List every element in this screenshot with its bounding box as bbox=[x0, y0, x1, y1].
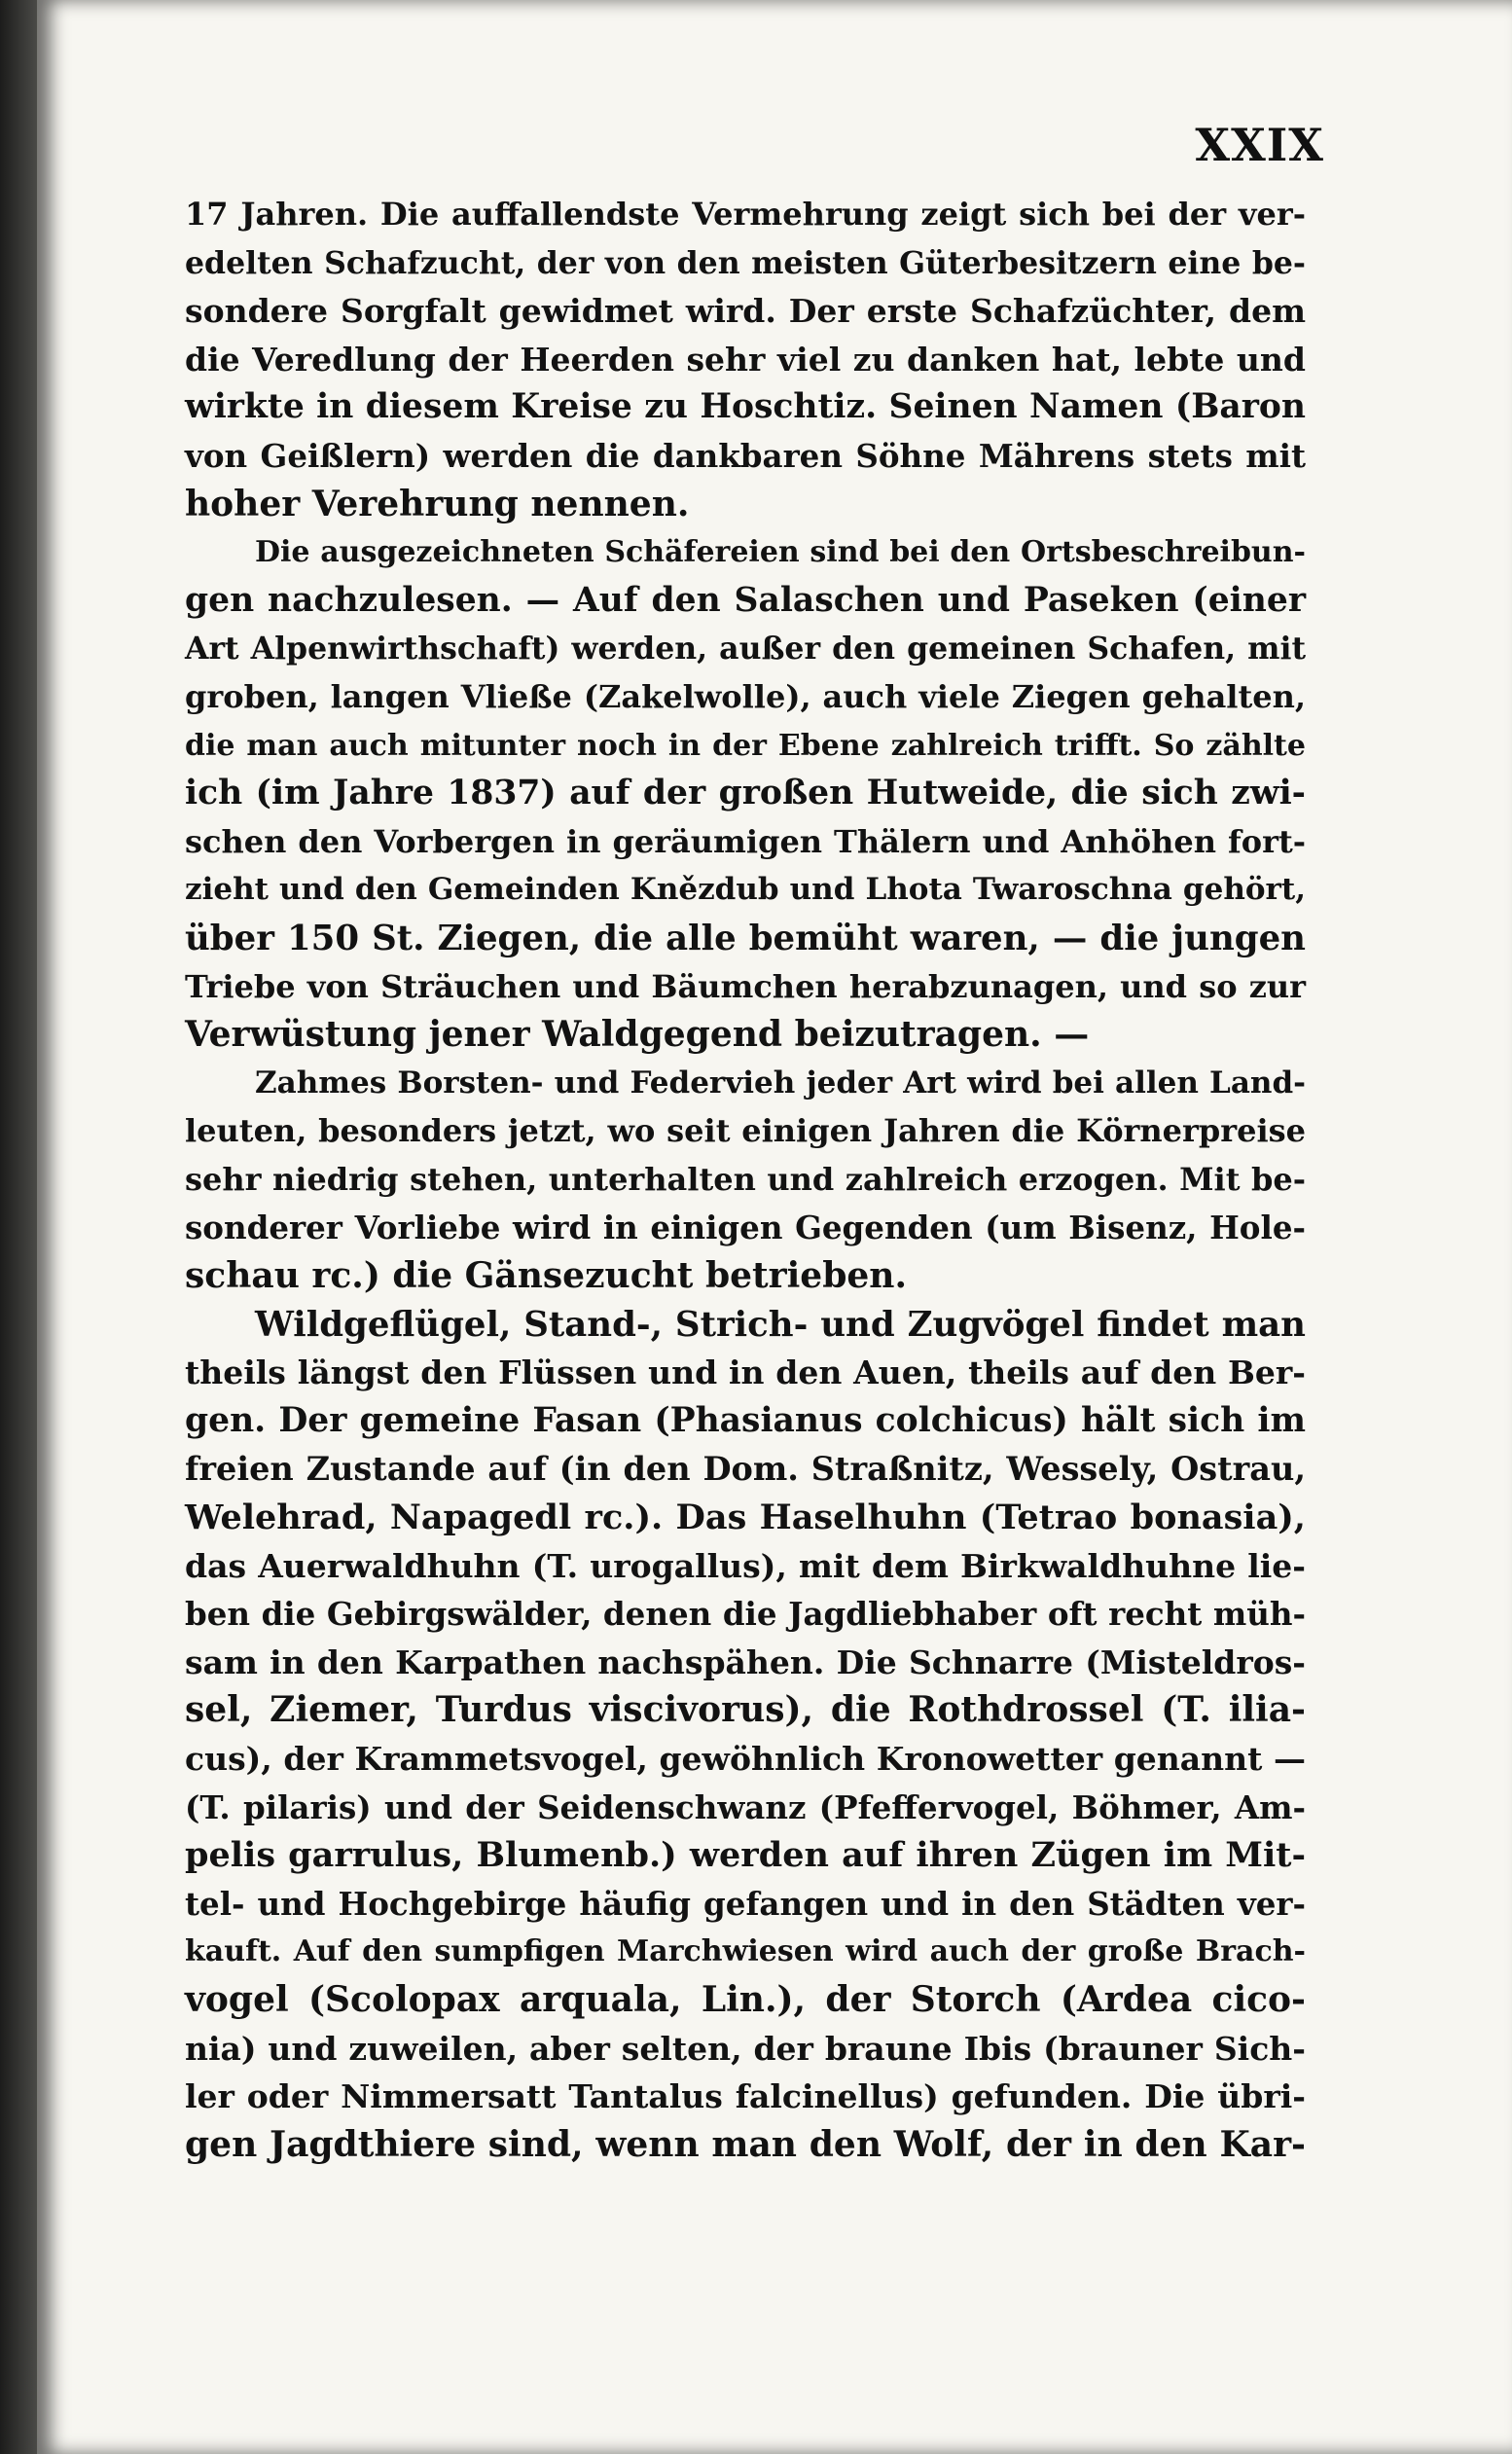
text-line: cus), der Krammetsvogel, gewöhnlich Kronowetter genannt — bbox=[185, 1740, 1306, 1778]
text-line: von Geißlern) werden die dankbaren Söhne Mährens stets mit bbox=[185, 436, 1306, 475]
text-line: ich (im Jahre 1837) auf der großen Hutweide, die sich zwi- bbox=[185, 774, 1306, 813]
text-line: freien Zustande auf (in den Dom. Straßnitz, Wessely, Ostrau, bbox=[185, 1450, 1306, 1489]
text-line: schau rc.) die Gänsezucht betrieben. bbox=[185, 1255, 907, 1297]
text-line: kauft. Auf den sumpfigen Marchwiesen wird auch der große Brach- bbox=[185, 1934, 1306, 1969]
text-line: sel, Ziemer, Turdus viscivorus), die Rothdrossel (T. ilia- bbox=[185, 1689, 1306, 1731]
text-line: theils längst den Flüssen und in den Auen, theils auf den Ber- bbox=[185, 1353, 1306, 1392]
text-line: (T. pilaris) und der Seidenschwanz (Pfeffervogel, Böhmer, Am- bbox=[185, 1787, 1306, 1826]
text-line: gen nachzulesen. — Auf den Salaschen und Paseken (einer bbox=[185, 580, 1306, 620]
text-line: über 150 St. Ziegen, die alle bemüht waren, — die jungen bbox=[185, 918, 1306, 958]
text-line: sonderer Vorliebe wird in einigen Gegenden (um Bisenz, Hole- bbox=[185, 1209, 1306, 1247]
text-line: das Auerwaldhuhn (T. urogallus), mit dem Birkwaldhuhne lie- bbox=[185, 1546, 1306, 1585]
text-line: pelis garrulus, Blumenb.) werden auf ihren Zügen im Mit- bbox=[185, 1835, 1306, 1876]
text-line: tel- und Hochgebirge häufig gefangen und in den Städten ver- bbox=[185, 1884, 1306, 1923]
text-line: groben, langen Vließe (Zakelwolle), auch viele Ziegen gehalten, bbox=[185, 677, 1306, 715]
text-line: die Veredlung der Heerden sehr viel zu danken hat, lebte und bbox=[185, 340, 1306, 379]
text-line: Verwüstung jener Waldgegend beizutragen. — bbox=[185, 1014, 1090, 1056]
text-line: schen den Vorbergen in geräumigen Thälern und Anhöhen fort- bbox=[185, 822, 1306, 860]
text-line: ler oder Nimmersatt Tantalus falcinellus) gefunden. Die übri- bbox=[185, 2077, 1306, 2116]
text-line: sehr niedrig stehen, unterhalten und zahlreich erzogen. Mit be- bbox=[185, 1160, 1306, 1198]
text-line: ben die Gebirgswälder, denen die Jagdliebhaber oft recht müh- bbox=[185, 1595, 1306, 1634]
page-number: XXIX bbox=[1195, 119, 1324, 171]
text-line: vogel (Scolopax arquala, Lin.), der Storch (Ardea cico- bbox=[185, 1978, 1306, 2020]
text-line: hoher Verehrung nennen. bbox=[185, 483, 690, 524]
text-line: Wildgeflügel, Stand-, Strich- und Zugvögel findet man bbox=[255, 1304, 1306, 1345]
text-line: nia) und zuweilen, aber selten, der braune Ibis (brauner Sich- bbox=[185, 2029, 1306, 2068]
body-text bbox=[185, 191, 1306, 2169]
text-line: Triebe von Sträuchen und Bäumchen herabzunagen, und so zur bbox=[185, 967, 1306, 1005]
text-line: edelten Schafzucht, der von den meisten Güterbesitzern eine be- bbox=[185, 244, 1306, 281]
text-line: wirkte in diesem Kreise zu Hoschtiz. Seinen Namen (Baron bbox=[185, 387, 1306, 427]
text-line: leuten, besonders jetzt, wo seit einigen Jahren die Körnerpreise bbox=[185, 1112, 1306, 1150]
text-line: zieht und den Gemeinden Knězdub und Lhota Twaroschna gehört, bbox=[185, 872, 1306, 908]
page-gutter-shadow bbox=[0, 0, 37, 2454]
text-line: Zahmes Borsten- und Federvieh jeder Art wird bei allen Land- bbox=[255, 1065, 1306, 1101]
text-line: Welehrad, Napagedl rc.). Das Haselhuhn (Tetrao bonasia), bbox=[185, 1498, 1306, 1538]
text-line: 17 Jahren. Die auffallendste Vermehrung zeigt sich bei der ver- bbox=[185, 196, 1306, 233]
text-line: Art Alpenwirthschaft) werden, außer den gemeinen Schafen, mit bbox=[185, 631, 1306, 668]
text-line: sam in den Karpathen nachspähen. Die Schnarre (Misteldros- bbox=[185, 1642, 1306, 1681]
text-line: sondere Sorgfalt gewidmet wird. Der erste Schafzüchter, dem bbox=[185, 292, 1306, 331]
text-line: Die ausgezeichneten Schäfereien sind bei den Ortsbeschreibun- bbox=[255, 535, 1306, 570]
text-line: gen Jagdthiere sind, wenn man den Wolf, der in den Kar- bbox=[185, 2123, 1306, 2165]
text-line: gen. Der gemeine Fasan (Phasianus colchicus) hält sich im bbox=[185, 1400, 1306, 1440]
text-line: die man auch mitunter noch in der Ebene zahlreich trifft. So zählte bbox=[185, 728, 1306, 763]
